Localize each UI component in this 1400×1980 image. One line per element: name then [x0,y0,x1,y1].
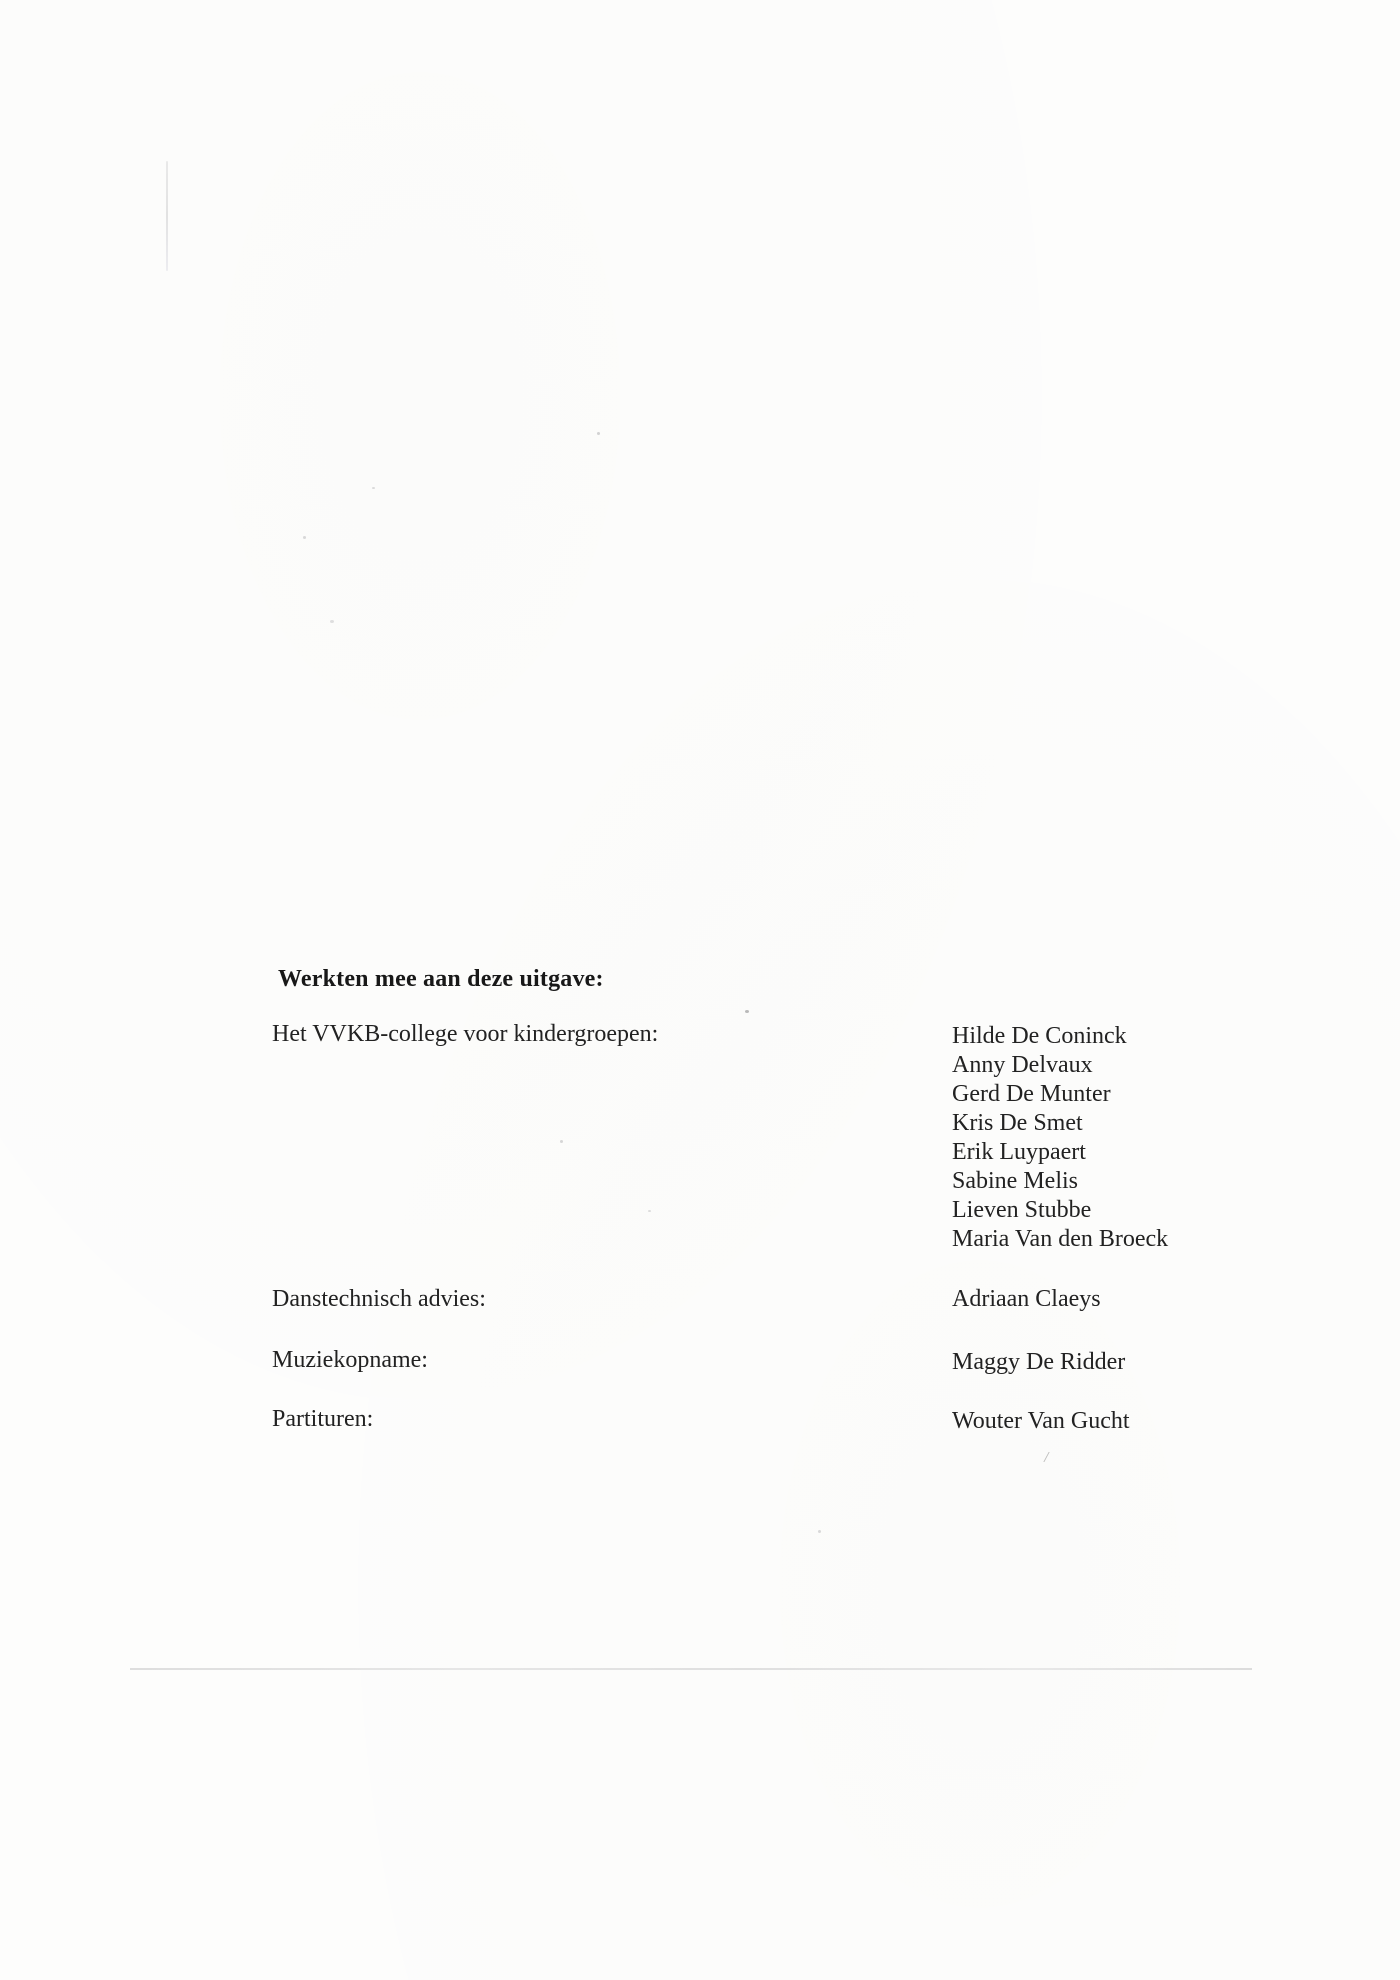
scan-speck [648,1210,651,1212]
credits-label-college: Het VVKB-college voor kindergroepen: [272,1021,659,1047]
scan-artifact-tick [1036,1452,1049,1462]
scan-speck [818,1530,821,1533]
college-member-name: Erik Luypaert [952,1139,1086,1165]
credits-name-maggy-de-ridder: Maggy De Ridder [952,1349,1126,1375]
scan-speck [560,1140,563,1143]
credits-heading: Werkten mee aan deze uitgave: [278,966,604,992]
scan-speck [745,1010,749,1013]
college-member-name: Gerd De Munter [952,1081,1111,1107]
college-member-name: Kris De Smet [952,1110,1083,1136]
credits-name-wouter-van-gucht: Wouter Van Gucht [952,1408,1130,1434]
scan-speck [303,536,306,539]
college-member-name: Maria Van den Broeck [952,1226,1169,1252]
scan-speck [330,620,334,623]
scan-artifact-horizontal-line [130,1668,1252,1670]
college-names-list [952,1022,1168,1254]
college-member-name: Hilde De Coninck [952,1023,1127,1049]
credits-name-adriaan-claeys: Adriaan Claeys [952,1286,1101,1312]
college-member-name: Lieven Stubbe [952,1197,1092,1223]
scan-speck [372,487,375,489]
scan-speck [597,432,600,435]
scan-artifact-vertical-line [166,161,168,271]
credits-label-partituren: Partituren: [272,1406,374,1432]
credits-label-danstechnisch-advies: Danstechnisch advies: [272,1286,486,1312]
college-member-name: Sabine Melis [952,1168,1078,1194]
credits-label-muziekopname: Muziekopname: [272,1347,428,1373]
college-member-name: Anny Delvaux [952,1052,1093,1078]
